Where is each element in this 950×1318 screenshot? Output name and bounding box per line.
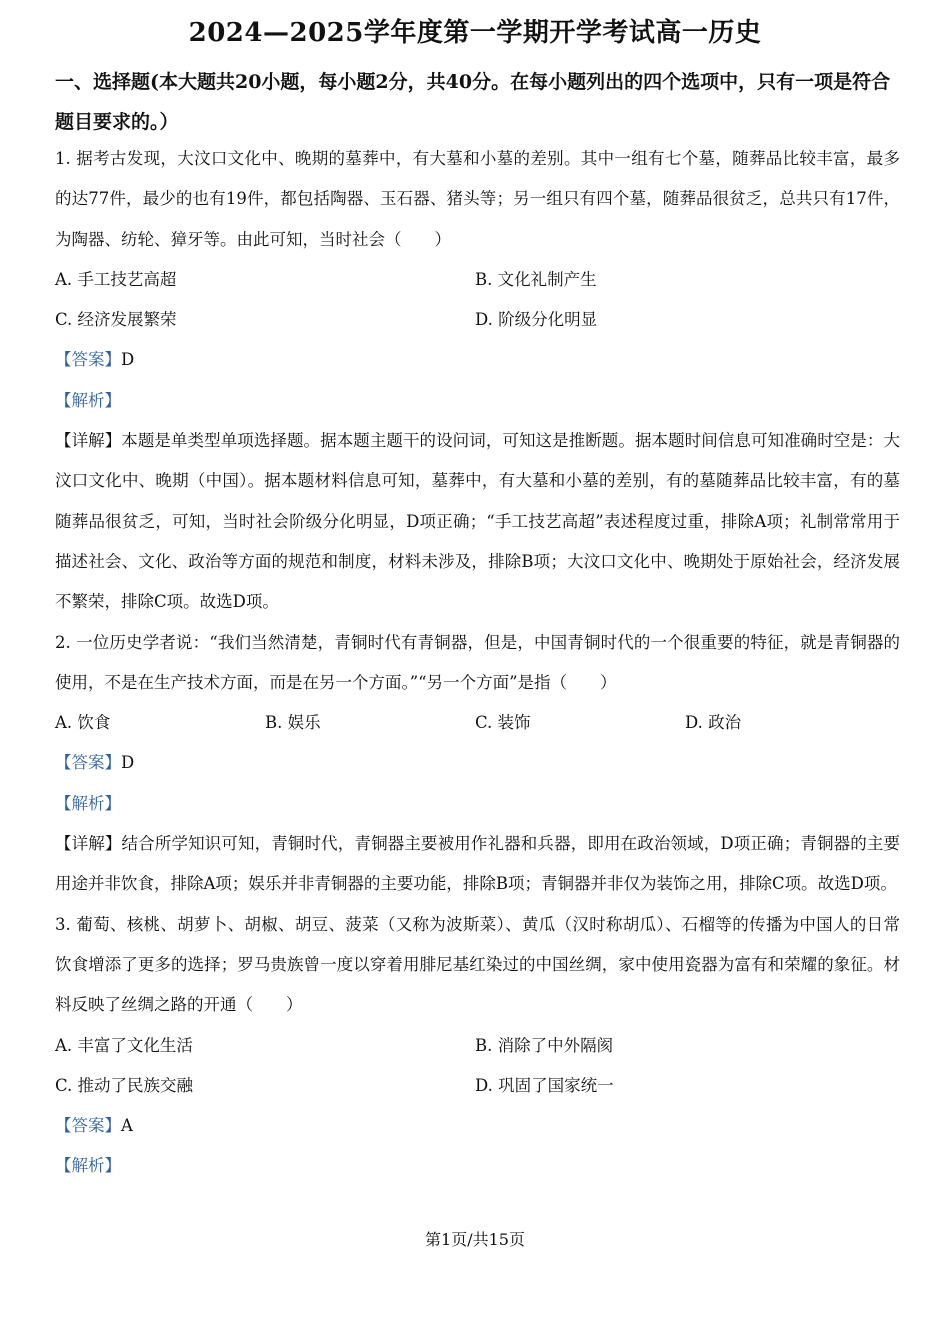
- question-1-option-a: A. 手工技艺高超: [55, 269, 177, 289]
- question-1-answer: [55, 340, 900, 380]
- question-1-options-row2: [55, 300, 900, 340]
- question-2-detail: [55, 824, 900, 905]
- analysis-label: 【解析】: [55, 1156, 121, 1176]
- question-2-analysis: [55, 784, 900, 824]
- answer-value: D: [121, 753, 135, 773]
- question-3-stem: 3. 葡萄、核桃、胡萝卜、胡椒、胡豆、菠菜（又称为波斯菜）、黄瓜（汉时称胡瓜）、石榴等的传播为中国人的日常饮食增添了更多的选择；罗马贵族曾一度以穿着用腓尼基红染过的中国丝绸，家中使用瓷器为富有和荣耀的象征。材料反映了丝绸之路的开通（ ）: [55, 914, 900, 1015]
- question-2-options: [55, 703, 900, 743]
- detail-text: 本题是单类型单项选择题。据本题主题干的设问词，可知这是推断题。据本题时间信息可知准确时空是：大汶口文化中、晚期（中国）。据本题材料信息可知，墓葬中，有大墓和小墓的差别，有的墓随葬品比较丰富，有的墓随葬品很贫乏，可知，当时社会阶级分化明显，D项正确；“手工技艺高超”表述程度过重，排除A项；礼制常常用于描述社会、文化、政治等方面的规范和制度，材料未涉及，排除B项；大汶口文化中、晚期处于原始社会，经济发展不繁荣，排除C项。故选D项。: [55, 431, 901, 612]
- analysis-label: 【解析】: [55, 390, 121, 410]
- question-1-options: [55, 260, 900, 300]
- question-3-option-d: D. 巩固了国家统一: [475, 1075, 614, 1095]
- detail-text: 结合所学知识可知，青铜时代，青铜器主要被用作礼器和兵器，即用在政治领域，D项正确；青铜器的主要用途并非饮食，排除A项；娱乐并非青铜器的主要功能，排除B项；青铜器并非仅为装饰之用，排除C项。故选D项。: [55, 834, 901, 894]
- question-2-option-b: B. 娱乐: [265, 713, 321, 733]
- analysis-label: 【解析】: [55, 793, 121, 813]
- page-footer: 第1页/共15页: [425, 1230, 525, 1249]
- question-3-option-b: B. 消除了中外隔阂: [475, 1035, 614, 1055]
- page-title: 2024—2025学年度第一学期开学考试高一历史: [188, 18, 762, 48]
- question-3-option-c: C. 推动了民族交融: [55, 1075, 194, 1095]
- question-3-options-row2: [55, 1066, 900, 1106]
- question-3-analysis: [55, 1146, 900, 1186]
- question-1-detail: [55, 421, 900, 622]
- question-1-option-d: D. 阶级分化明显: [475, 310, 598, 330]
- question-3-options: [55, 1026, 900, 1066]
- detail-label: 【详解】: [55, 431, 122, 451]
- question-2-option-c: C. 装饰: [475, 713, 531, 733]
- question-1-analysis: [55, 381, 900, 421]
- answer-label: 【答案】: [55, 1116, 121, 1136]
- question-1-stem: 1. 据考古发现，大汶口文化中、晚期的墓葬中，有大墓和小墓的差别。其中一组有七个墓，随葬品比较丰富，最多的达77件，最少的也有19件，都包括陶器、玉石器、猪头等；另一组只有四个墓，随葬品很贫乏，总共只有17件，为陶器、纺轮、獐牙等。由此可知，当时社会（ ）: [55, 149, 900, 249]
- question-2-stem: 2. 一位历史学者说：“我们当然清楚，青铜时代有青铜器，但是，中国青铜时代的一个很重要的特征，就是青铜器的使用，不是在生产技术方面，而是在另一个方面。”“另一个方面”是指（ ）: [55, 632, 900, 692]
- section-heading: 一、选择题(本大题共20小题，每小题2分，共40分。在每小题列出的四个选项中，只有一项是符合题目要求的。）: [55, 71, 891, 133]
- answer-label: 【答案】: [55, 753, 121, 773]
- answer-value: A: [121, 1116, 133, 1136]
- question-2-option-a: A. 饮食: [55, 713, 111, 733]
- question-3-answer: [55, 1106, 900, 1146]
- detail-label: 【详解】: [55, 834, 122, 854]
- answer-label: 【答案】: [55, 350, 121, 370]
- answer-value: D: [121, 350, 135, 370]
- question-1-option-b: B. 文化礼制产生: [475, 269, 597, 289]
- question-2-option-d: D. 政治: [685, 713, 742, 733]
- question-2-answer: [55, 743, 900, 783]
- question-3-option-a: A. 丰富了文化生活: [55, 1035, 193, 1055]
- question-list: [55, 139, 900, 1187]
- question-1-option-c: C. 经济发展繁荣: [55, 310, 177, 330]
